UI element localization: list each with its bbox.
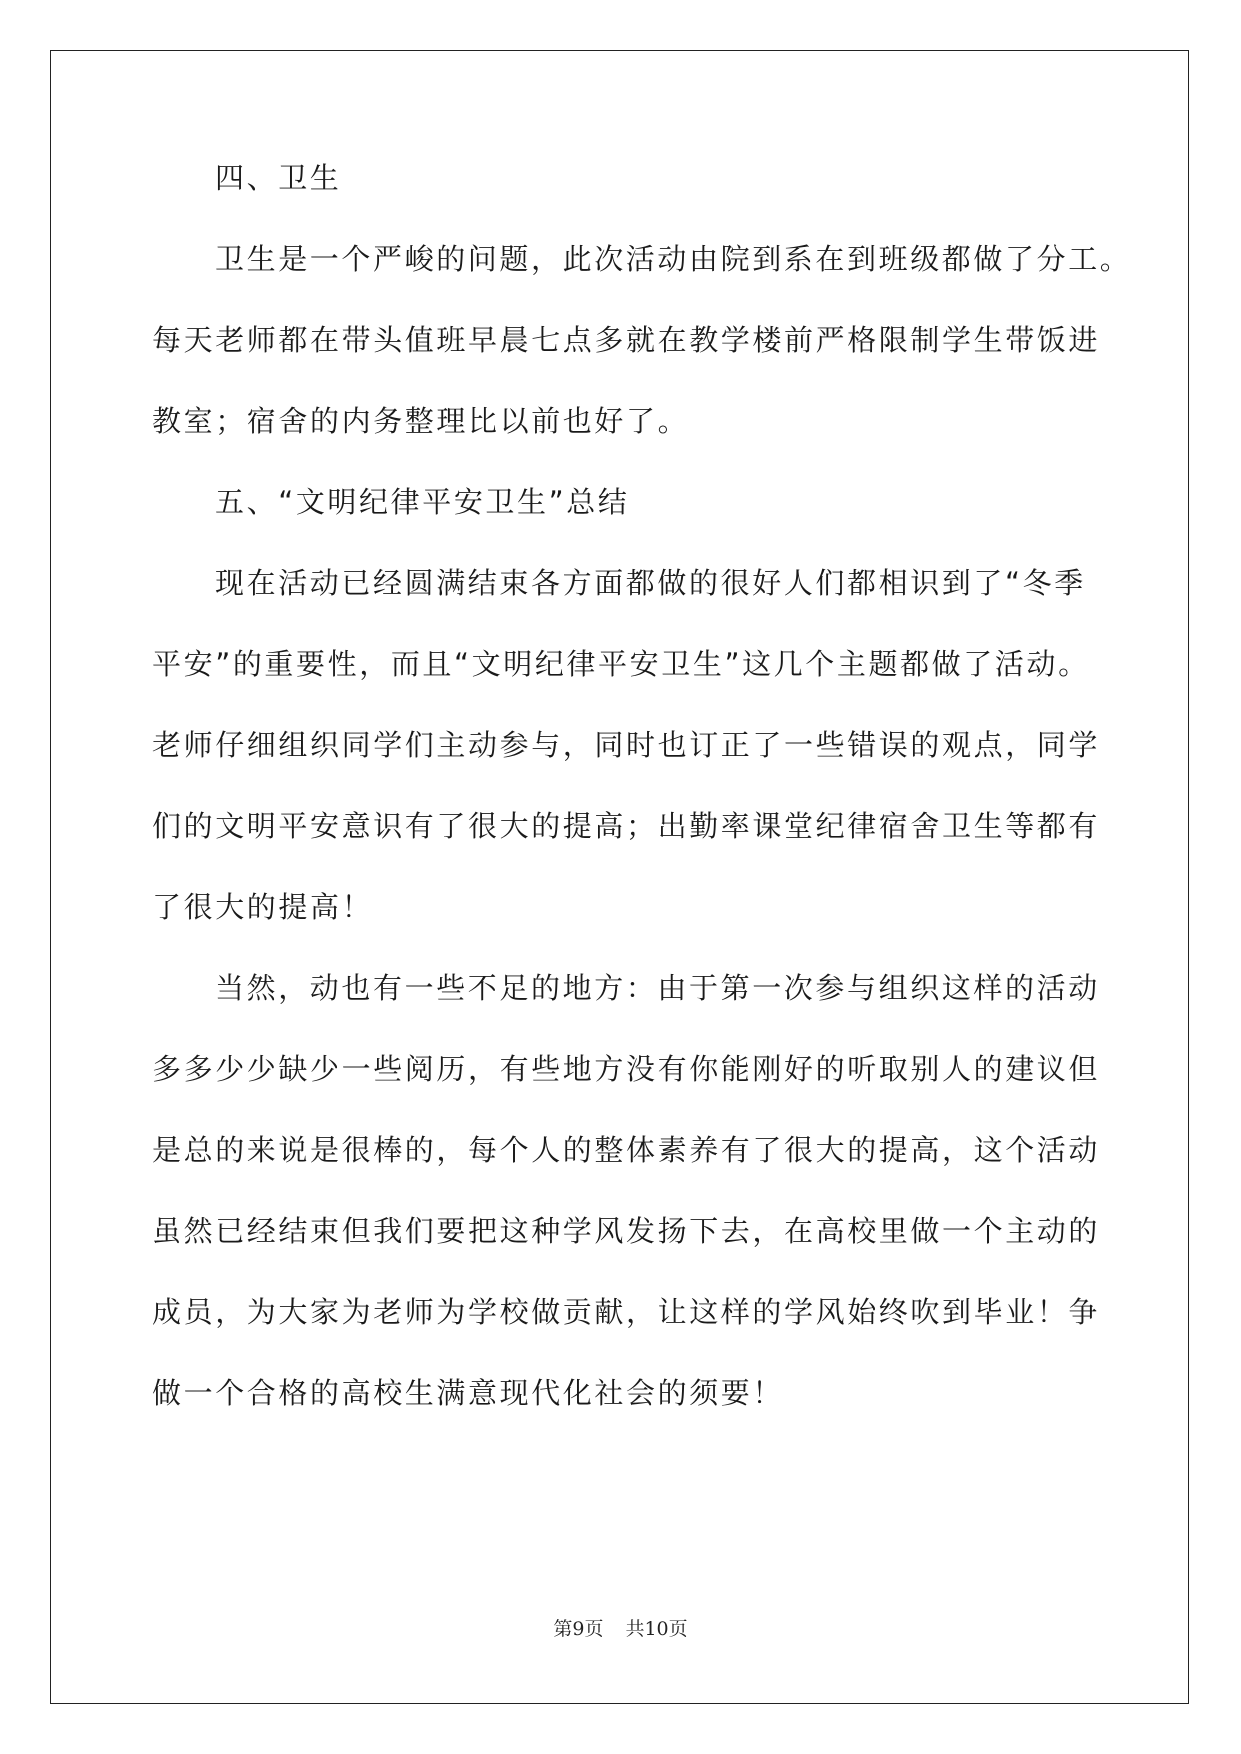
paragraph-line: 成员，为大家为老师为学校做贡献，让这样的学风始终吹到毕业！争 [152, 1295, 1101, 1329]
page-number-current: 第9页 [553, 1618, 604, 1640]
paragraph-line: 每天老师都在带头值班早晨七点多就在教学楼前严格限制学生带饭进 [152, 323, 1101, 357]
paragraph-line: 做一个合格的高校生满意现代化社会的须要！ [152, 1376, 785, 1410]
paragraph-line: 教室；宿舍的内务整理比以前也好了。 [152, 404, 690, 438]
section-heading-hygiene: 四、卫生 [215, 161, 342, 195]
paragraph-line: 了很大的提高！ [152, 890, 374, 924]
page-number-total: 共10页 [625, 1618, 688, 1640]
paragraph-line: 卫生是一个严峻的问题，此次活动由院到系在到班级都做了分工。 [215, 242, 1132, 276]
paragraph-line: 老师仔细组织同学们主动参与，同时也订正了一些错误的观点，同学 [152, 728, 1101, 762]
paragraph-line: 多多少少缺少一些阅历，有些地方没有你能刚好的听取别人的建议但 [152, 1052, 1101, 1086]
paragraph-line: 是总的来说是很棒的，每个人的整体素养有了很大的提高，这个活动 [152, 1133, 1101, 1167]
paragraph-line: 虽然已经结束但我们要把这种学风发扬下去，在高校里做一个主动的 [152, 1214, 1101, 1248]
page-footer [0, 1614, 1241, 1641]
document-body [152, 161, 1132, 1459]
paragraph-line: 现在活动已经圆满结束各方面都做的很好人们都相识到了“冬季 [215, 566, 1086, 600]
paragraph-line: 当然，动也有一些不足的地方：由于第一次参与组织这样的活动 [215, 971, 1100, 1005]
paragraph-line: 们的文明平安意识有了很大的提高；出勤率课堂纪律宿舍卫生等都有 [152, 809, 1101, 843]
paragraph-line: 平安”的重要性，而且“文明纪律平安卫生”这几个主题都做了活动。 [152, 647, 1090, 681]
section-heading-summary: 五、“文明纪律平安卫生”总结 [215, 485, 630, 519]
